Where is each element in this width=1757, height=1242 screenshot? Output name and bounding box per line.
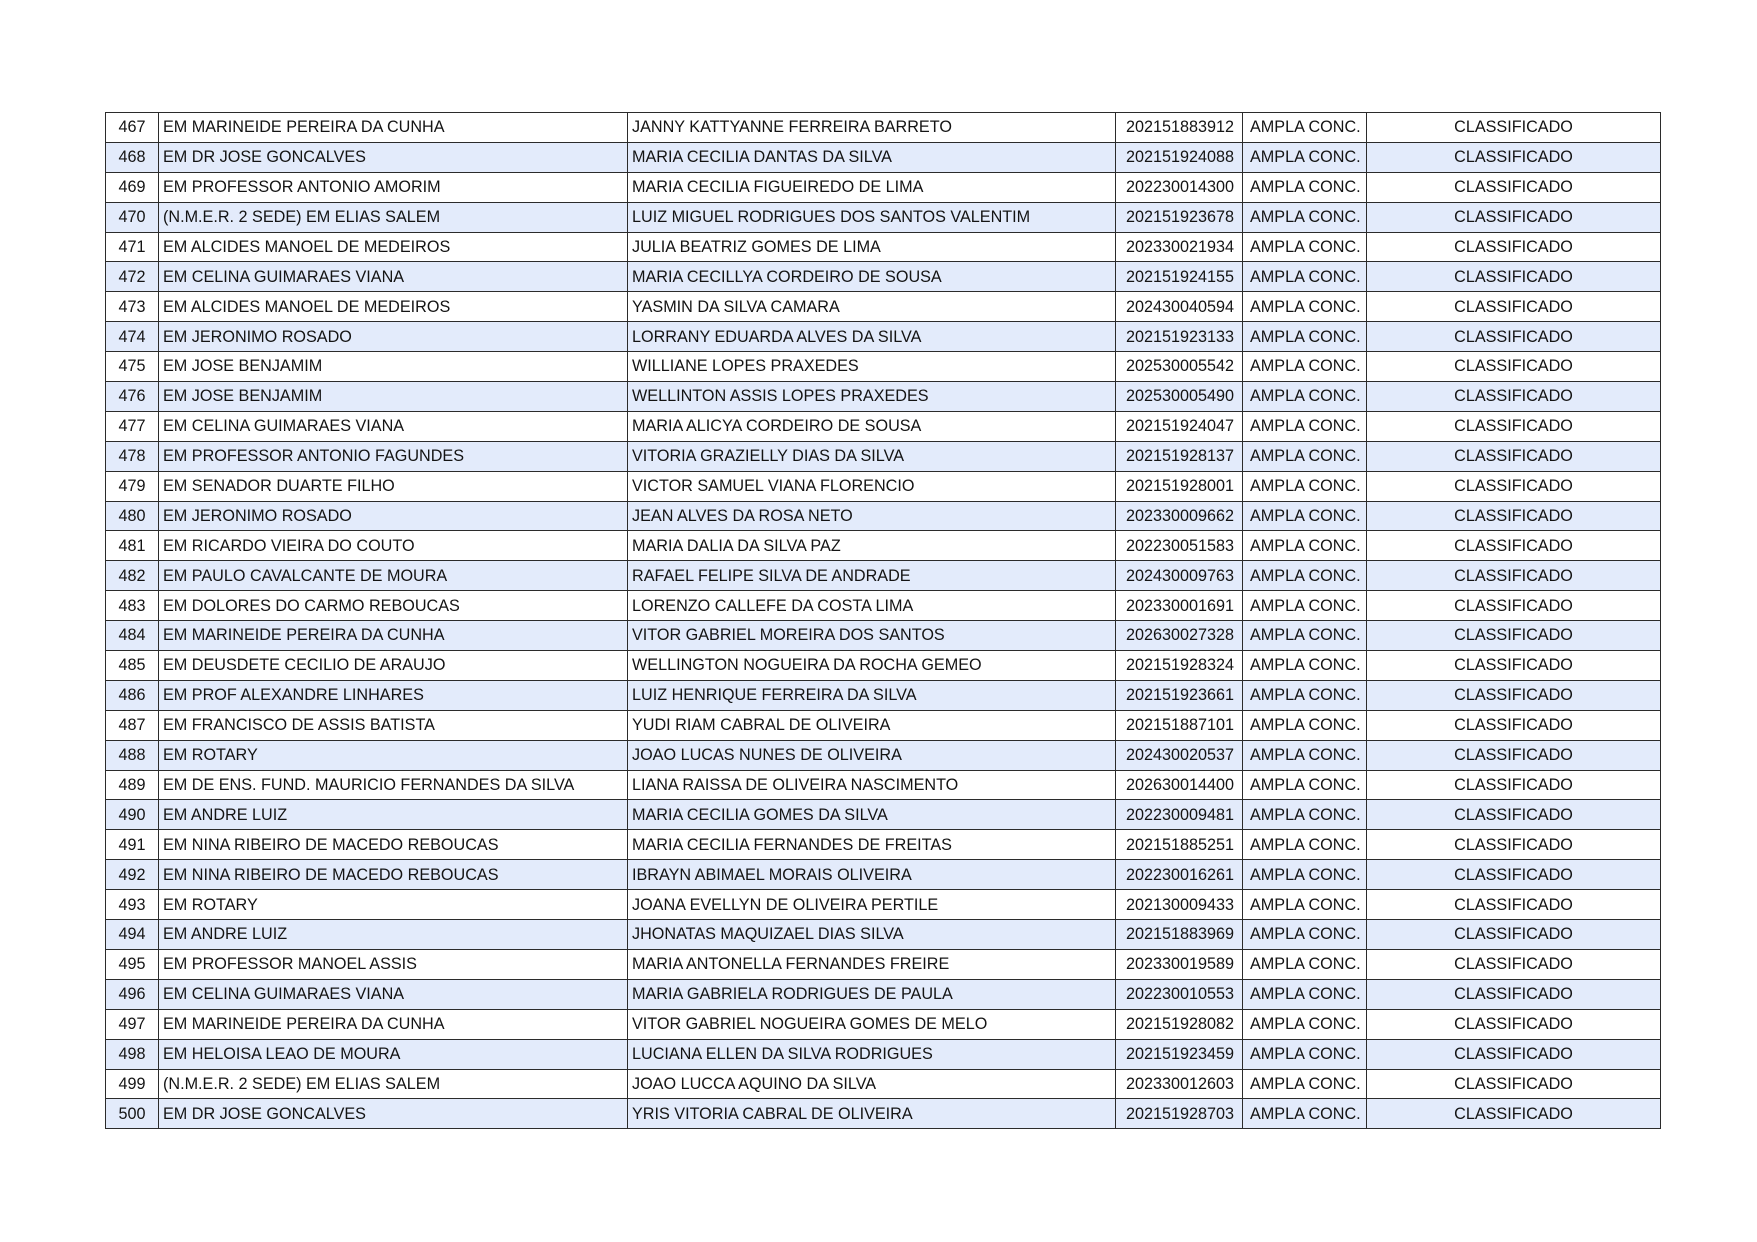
student-name: JHONATAS MAQUIZAEL DIAS SILVA: [628, 920, 1116, 950]
student-name: YRIS VITORIA CABRAL DE OLIVEIRA: [628, 1099, 1116, 1129]
student-name: MARIA CECILIA DANTAS DA SILVA: [628, 142, 1116, 172]
row-number: 485: [106, 651, 159, 681]
school-name: EM ANDRE LUIZ: [159, 800, 628, 830]
school-name: EM DR JOSE GONCALVES: [159, 1099, 628, 1129]
row-number: 496: [106, 979, 159, 1009]
table-row: [106, 1069, 1661, 1099]
school-name: EM MARINEIDE PEREIRA DA CUNHA: [159, 1009, 628, 1039]
registration-number: 202151887101: [1116, 710, 1243, 740]
table-row: [106, 262, 1661, 292]
registration-number: 202230016261: [1116, 860, 1243, 890]
student-name: LORENZO CALLEFE DA COSTA LIMA: [628, 591, 1116, 621]
registration-number: 202151883912: [1116, 113, 1243, 143]
table-row: [106, 1009, 1661, 1039]
school-name: EM DR JOSE GONCALVES: [159, 142, 628, 172]
modality: AMPLA CONC.: [1243, 860, 1367, 890]
table-row: [106, 860, 1661, 890]
status: CLASSIFICADO: [1367, 232, 1661, 262]
row-number: 478: [106, 441, 159, 471]
status: CLASSIFICADO: [1367, 202, 1661, 232]
school-name: EM PROFESSOR MANOEL ASSIS: [159, 949, 628, 979]
row-number: 482: [106, 561, 159, 591]
row-number: 479: [106, 471, 159, 501]
modality: AMPLA CONC.: [1243, 113, 1367, 143]
modality: AMPLA CONC.: [1243, 172, 1367, 202]
registration-number: 202151928137: [1116, 441, 1243, 471]
row-number: 495: [106, 949, 159, 979]
student-name: JOANA EVELLYN DE OLIVEIRA PERTILE: [628, 890, 1116, 920]
registration-number: 202151923459: [1116, 1039, 1243, 1069]
school-name: EM CELINA GUIMARAES VIANA: [159, 979, 628, 1009]
modality: AMPLA CONC.: [1243, 1099, 1367, 1129]
student-name: VICTOR SAMUEL VIANA FLORENCIO: [628, 471, 1116, 501]
registration-number: 202430009763: [1116, 561, 1243, 591]
table-row: [106, 800, 1661, 830]
status: CLASSIFICADO: [1367, 531, 1661, 561]
status: CLASSIFICADO: [1367, 561, 1661, 591]
table-row: [106, 322, 1661, 352]
table-body: [106, 113, 1661, 1129]
registration-number: 202230009481: [1116, 800, 1243, 830]
status: CLASSIFICADO: [1367, 1009, 1661, 1039]
status: CLASSIFICADO: [1367, 501, 1661, 531]
status: CLASSIFICADO: [1367, 920, 1661, 950]
student-name: IBRAYN ABIMAEL MORAIS OLIVEIRA: [628, 860, 1116, 890]
status: CLASSIFICADO: [1367, 471, 1661, 501]
registration-number: 202430020537: [1116, 740, 1243, 770]
table-row: [106, 830, 1661, 860]
status: CLASSIFICADO: [1367, 591, 1661, 621]
status: CLASSIFICADO: [1367, 1039, 1661, 1069]
row-number: 491: [106, 830, 159, 860]
status: CLASSIFICADO: [1367, 860, 1661, 890]
student-name: JEAN ALVES DA ROSA NETO: [628, 501, 1116, 531]
school-name: EM DEUSDETE CECILIO DE ARAUJO: [159, 651, 628, 681]
row-number: 477: [106, 411, 159, 441]
registration-number: 202330009662: [1116, 501, 1243, 531]
modality: AMPLA CONC.: [1243, 920, 1367, 950]
school-name: EM HELOISA LEAO DE MOURA: [159, 1039, 628, 1069]
table-row: [106, 411, 1661, 441]
status: CLASSIFICADO: [1367, 680, 1661, 710]
modality: AMPLA CONC.: [1243, 979, 1367, 1009]
registration-number: 202151883969: [1116, 920, 1243, 950]
table-row: [106, 770, 1661, 800]
classification-table: [105, 112, 1661, 1129]
registration-number: 202151924155: [1116, 262, 1243, 292]
registration-number: 202151923133: [1116, 322, 1243, 352]
school-name: EM FRANCISCO DE ASSIS BATISTA: [159, 710, 628, 740]
modality: AMPLA CONC.: [1243, 680, 1367, 710]
registration-number: 202151924088: [1116, 142, 1243, 172]
table-row: [106, 740, 1661, 770]
row-number: 492: [106, 860, 159, 890]
row-number: 487: [106, 710, 159, 740]
registration-number: 202330019589: [1116, 949, 1243, 979]
school-name: EM PAULO CAVALCANTE DE MOURA: [159, 561, 628, 591]
modality: AMPLA CONC.: [1243, 292, 1367, 322]
school-name: EM JERONIMO ROSADO: [159, 322, 628, 352]
registration-number: 202151923661: [1116, 680, 1243, 710]
table-row: [106, 441, 1661, 471]
row-number: 480: [106, 501, 159, 531]
row-number: 490: [106, 800, 159, 830]
school-name: EM NINA RIBEIRO DE MACEDO REBOUCAS: [159, 860, 628, 890]
status: CLASSIFICADO: [1367, 292, 1661, 322]
student-name: VITOR GABRIEL MOREIRA DOS SANTOS: [628, 621, 1116, 651]
status: CLASSIFICADO: [1367, 770, 1661, 800]
table-row: [106, 621, 1661, 651]
student-name: JOAO LUCAS NUNES DE OLIVEIRA: [628, 740, 1116, 770]
student-name: LUIZ HENRIQUE FERREIRA DA SILVA: [628, 680, 1116, 710]
school-name: EM CELINA GUIMARAES VIANA: [159, 411, 628, 441]
school-name: EM SENADOR DUARTE FILHO: [159, 471, 628, 501]
registration-number: 202430040594: [1116, 292, 1243, 322]
registration-number: 202151928082: [1116, 1009, 1243, 1039]
modality: AMPLA CONC.: [1243, 501, 1367, 531]
registration-number: 202330001691: [1116, 591, 1243, 621]
school-name: EM RICARDO VIEIRA DO COUTO: [159, 531, 628, 561]
row-number: 471: [106, 232, 159, 262]
registration-number: 202330021934: [1116, 232, 1243, 262]
status: CLASSIFICADO: [1367, 411, 1661, 441]
row-number: 481: [106, 531, 159, 561]
student-name: WILLIANE LOPES PRAXEDES: [628, 352, 1116, 382]
school-name: EM PROFESSOR ANTONIO AMORIM: [159, 172, 628, 202]
table-row: [106, 979, 1661, 1009]
status: CLASSIFICADO: [1367, 949, 1661, 979]
modality: AMPLA CONC.: [1243, 800, 1367, 830]
registration-number: 202130009433: [1116, 890, 1243, 920]
table-row: [106, 591, 1661, 621]
student-name: YUDI RIAM CABRAL DE OLIVEIRA: [628, 710, 1116, 740]
school-name: EM ALCIDES MANOEL DE MEDEIROS: [159, 292, 628, 322]
school-name: EM ROTARY: [159, 740, 628, 770]
status: CLASSIFICADO: [1367, 830, 1661, 860]
status: CLASSIFICADO: [1367, 621, 1661, 651]
table-row: [106, 501, 1661, 531]
school-name: EM JOSE BENJAMIM: [159, 352, 628, 382]
registration-number: 202151924047: [1116, 411, 1243, 441]
modality: AMPLA CONC.: [1243, 740, 1367, 770]
status: CLASSIFICADO: [1367, 322, 1661, 352]
row-number: 499: [106, 1069, 159, 1099]
table-row: [106, 890, 1661, 920]
student-name: MARIA ALICYA CORDEIRO DE SOUSA: [628, 411, 1116, 441]
modality: AMPLA CONC.: [1243, 1009, 1367, 1039]
modality: AMPLA CONC.: [1243, 1069, 1367, 1099]
modality: AMPLA CONC.: [1243, 1039, 1367, 1069]
registration-number: 202330012603: [1116, 1069, 1243, 1099]
row-number: 467: [106, 113, 159, 143]
table-row: [106, 172, 1661, 202]
row-number: 469: [106, 172, 159, 202]
status: CLASSIFICADO: [1367, 172, 1661, 202]
table-row: [106, 1039, 1661, 1069]
row-number: 475: [106, 352, 159, 382]
row-number: 494: [106, 920, 159, 950]
table-row: [106, 651, 1661, 681]
student-name: LIANA RAISSA DE OLIVEIRA NASCIMENTO: [628, 770, 1116, 800]
student-name: WELLINTON ASSIS LOPES PRAXEDES: [628, 382, 1116, 412]
row-number: 476: [106, 382, 159, 412]
modality: AMPLA CONC.: [1243, 770, 1367, 800]
modality: AMPLA CONC.: [1243, 531, 1367, 561]
status: CLASSIFICADO: [1367, 710, 1661, 740]
school-name: EM DE ENS. FUND. MAURICIO FERNANDES DA SILVA: [159, 770, 628, 800]
school-name: EM MARINEIDE PEREIRA DA CUNHA: [159, 621, 628, 651]
student-name: JANNY KATTYANNE FERREIRA BARRETO: [628, 113, 1116, 143]
registration-number: 202230010553: [1116, 979, 1243, 1009]
modality: AMPLA CONC.: [1243, 322, 1367, 352]
school-name: EM CELINA GUIMARAES VIANA: [159, 262, 628, 292]
school-name: EM JERONIMO ROSADO: [159, 501, 628, 531]
student-name: LORRANY EDUARDA ALVES DA SILVA: [628, 322, 1116, 352]
status: CLASSIFICADO: [1367, 352, 1661, 382]
student-name: JULIA BEATRIZ GOMES DE LIMA: [628, 232, 1116, 262]
status: CLASSIFICADO: [1367, 262, 1661, 292]
table-row: [106, 352, 1661, 382]
row-number: 474: [106, 322, 159, 352]
student-name: VITORIA GRAZIELLY DIAS DA SILVA: [628, 441, 1116, 471]
registration-number: 202630014400: [1116, 770, 1243, 800]
status: CLASSIFICADO: [1367, 113, 1661, 143]
table-row: [106, 680, 1661, 710]
status: CLASSIFICADO: [1367, 441, 1661, 471]
modality: AMPLA CONC.: [1243, 621, 1367, 651]
modality: AMPLA CONC.: [1243, 411, 1367, 441]
status: CLASSIFICADO: [1367, 740, 1661, 770]
student-name: MARIA CECILIA GOMES DA SILVA: [628, 800, 1116, 830]
registration-number: 202530005542: [1116, 352, 1243, 382]
modality: AMPLA CONC.: [1243, 202, 1367, 232]
student-name: MARIA DALIA DA SILVA PAZ: [628, 531, 1116, 561]
student-name: MARIA ANTONELLA FERNANDES FREIRE: [628, 949, 1116, 979]
registration-number: 202151928703: [1116, 1099, 1243, 1129]
student-name: RAFAEL FELIPE SILVA DE ANDRADE: [628, 561, 1116, 591]
row-number: 470: [106, 202, 159, 232]
status: CLASSIFICADO: [1367, 382, 1661, 412]
status: CLASSIFICADO: [1367, 1069, 1661, 1099]
school-name: EM ALCIDES MANOEL DE MEDEIROS: [159, 232, 628, 262]
table-row: [106, 531, 1661, 561]
modality: AMPLA CONC.: [1243, 352, 1367, 382]
row-number: 497: [106, 1009, 159, 1039]
row-number: 484: [106, 621, 159, 651]
school-name: EM PROF ALEXANDRE LINHARES: [159, 680, 628, 710]
student-name: MARIA GABRIELA RODRIGUES DE PAULA: [628, 979, 1116, 1009]
registration-number: 202630027328: [1116, 621, 1243, 651]
school-name: EM DOLORES DO CARMO REBOUCAS: [159, 591, 628, 621]
table-row: [106, 113, 1661, 143]
registration-number: 202151928001: [1116, 471, 1243, 501]
student-name: VITOR GABRIEL NOGUEIRA GOMES DE MELO: [628, 1009, 1116, 1039]
status: CLASSIFICADO: [1367, 651, 1661, 681]
student-name: JOAO LUCCA AQUINO DA SILVA: [628, 1069, 1116, 1099]
registration-number: 202151885251: [1116, 830, 1243, 860]
modality: AMPLA CONC.: [1243, 890, 1367, 920]
modality: AMPLA CONC.: [1243, 710, 1367, 740]
status: CLASSIFICADO: [1367, 142, 1661, 172]
student-name: MARIA CECILIA FIGUEIREDO DE LIMA: [628, 172, 1116, 202]
row-number: 500: [106, 1099, 159, 1129]
modality: AMPLA CONC.: [1243, 591, 1367, 621]
table-row: [106, 202, 1661, 232]
row-number: 473: [106, 292, 159, 322]
table-row: [106, 561, 1661, 591]
registration-number: 202151928324: [1116, 651, 1243, 681]
student-name: WELLINGTON NOGUEIRA DA ROCHA GEMEO: [628, 651, 1116, 681]
row-number: 498: [106, 1039, 159, 1069]
modality: AMPLA CONC.: [1243, 441, 1367, 471]
row-number: 472: [106, 262, 159, 292]
school-name: EM NINA RIBEIRO DE MACEDO REBOUCAS: [159, 830, 628, 860]
school-name: EM ANDRE LUIZ: [159, 920, 628, 950]
row-number: 468: [106, 142, 159, 172]
row-number: 493: [106, 890, 159, 920]
registration-number: 202530005490: [1116, 382, 1243, 412]
school-name: EM JOSE BENJAMIM: [159, 382, 628, 412]
modality: AMPLA CONC.: [1243, 949, 1367, 979]
school-name: (N.M.E.R. 2 SEDE) EM ELIAS SALEM: [159, 202, 628, 232]
table-row: [106, 382, 1661, 412]
modality: AMPLA CONC.: [1243, 142, 1367, 172]
table-row: [106, 920, 1661, 950]
table-row: [106, 232, 1661, 262]
table-row: [106, 142, 1661, 172]
table-row: [106, 292, 1661, 322]
registration-number: 202230051583: [1116, 531, 1243, 561]
modality: AMPLA CONC.: [1243, 232, 1367, 262]
row-number: 488: [106, 740, 159, 770]
school-name: (N.M.E.R. 2 SEDE) EM ELIAS SALEM: [159, 1069, 628, 1099]
modality: AMPLA CONC.: [1243, 382, 1367, 412]
student-name: LUIZ MIGUEL RODRIGUES DOS SANTOS VALENTIM: [628, 202, 1116, 232]
modality: AMPLA CONC.: [1243, 262, 1367, 292]
table-row: [106, 1099, 1661, 1129]
results-sheet: [105, 112, 1660, 1129]
modality: AMPLA CONC.: [1243, 561, 1367, 591]
modality: AMPLA CONC.: [1243, 471, 1367, 501]
table-row: [106, 710, 1661, 740]
row-number: 483: [106, 591, 159, 621]
student-name: YASMIN DA SILVA CAMARA: [628, 292, 1116, 322]
modality: AMPLA CONC.: [1243, 830, 1367, 860]
status: CLASSIFICADO: [1367, 800, 1661, 830]
status: CLASSIFICADO: [1367, 1099, 1661, 1129]
registration-number: 202230014300: [1116, 172, 1243, 202]
row-number: 489: [106, 770, 159, 800]
student-name: MARIA CECILLYA CORDEIRO DE SOUSA: [628, 262, 1116, 292]
school-name: EM MARINEIDE PEREIRA DA CUNHA: [159, 113, 628, 143]
school-name: EM PROFESSOR ANTONIO FAGUNDES: [159, 441, 628, 471]
student-name: LUCIANA ELLEN DA SILVA RODRIGUES: [628, 1039, 1116, 1069]
student-name: MARIA CECILIA FERNANDES DE FREITAS: [628, 830, 1116, 860]
registration-number: 202151923678: [1116, 202, 1243, 232]
school-name: EM ROTARY: [159, 890, 628, 920]
table-row: [106, 949, 1661, 979]
status: CLASSIFICADO: [1367, 890, 1661, 920]
modality: AMPLA CONC.: [1243, 651, 1367, 681]
table-row: [106, 471, 1661, 501]
row-number: 486: [106, 680, 159, 710]
status: CLASSIFICADO: [1367, 979, 1661, 1009]
